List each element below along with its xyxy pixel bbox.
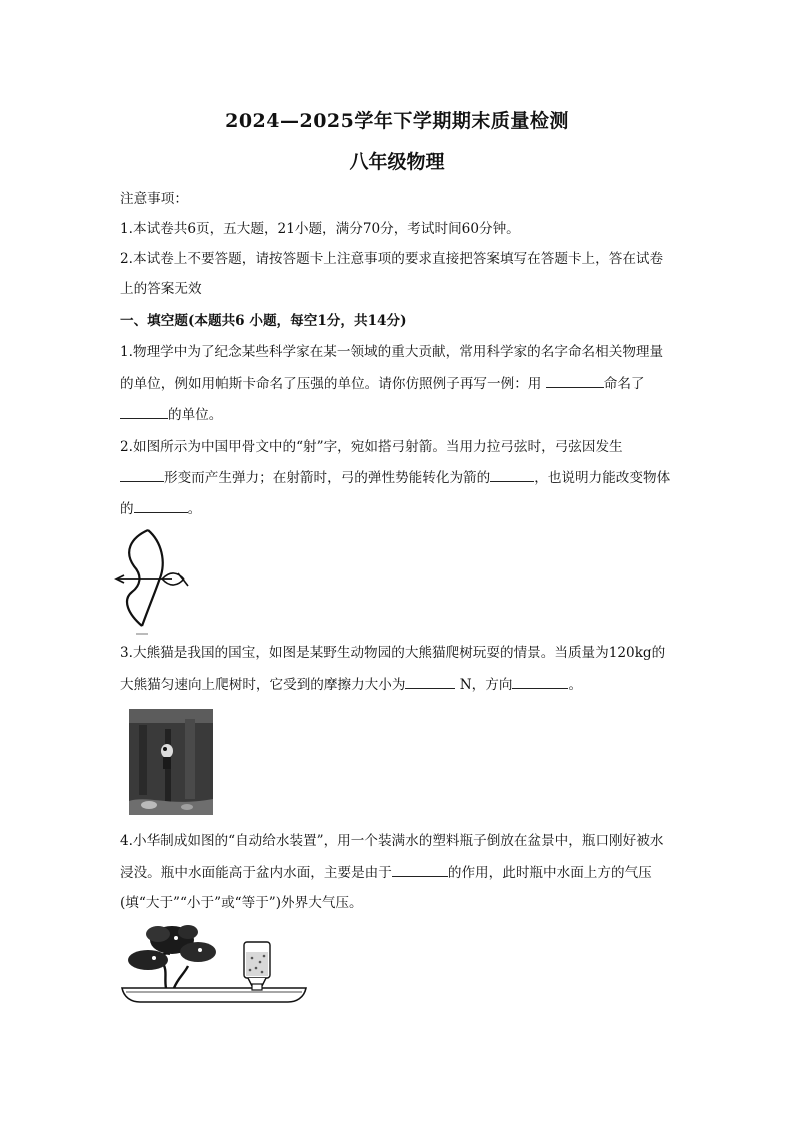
q1-text-3: 的单位。: [168, 407, 223, 423]
q2-text-2b: ，也说明力能改变物体: [534, 470, 671, 486]
panda-climbing-photo: [129, 709, 213, 815]
note-2-line-1: 2.本试卷上不要答题，请按答题卡上注意事项的要求直接把答案填写在答题卡上，答在试卷: [120, 251, 664, 267]
exam-subtitle: 八年级物理: [349, 151, 445, 173]
q2-line-3: [120, 498, 201, 519]
q2-line-2: [120, 467, 670, 488]
q3-text-2c: 。: [568, 677, 583, 693]
q1-blank-1[interactable]: [546, 373, 604, 388]
q3-line-2: [120, 674, 582, 695]
q4-line-2: [120, 862, 652, 883]
note-2-line-2: 上的答案无效: [120, 281, 202, 297]
exam-title: 2024—2025学年下学期期末质量检测: [225, 110, 569, 132]
oracle-bone-bow-arrow-figure: [110, 526, 190, 638]
q3-blank-2[interactable]: [512, 674, 568, 689]
q1-text-2b: 命名了: [603, 376, 645, 392]
q3-text-2b: N，方向: [455, 677, 513, 693]
q2-text-2a: 形变而产生弹力；在射箭时，弓的弹性势能转化为箭的: [164, 470, 491, 486]
q1-blank-2[interactable]: [120, 404, 168, 419]
note-1: 1.本试卷共6页，五大题，21小题，满分70分，考试时间60分钟。: [120, 221, 520, 237]
q1-line-1: 1.物理学中为了纪念某些科学家在某一领域的重大贡献，常用科学家的名字命名相关物理量: [120, 344, 664, 360]
q3-text-2a: 大熊猫匀速向上爬树时，它受到的摩擦力大小为: [120, 677, 406, 693]
q2-blank-1[interactable]: [120, 467, 164, 482]
q2-text-3a: 的: [120, 501, 134, 517]
q2-blank-3[interactable]: [134, 498, 188, 513]
q2-blank-2[interactable]: [490, 467, 534, 482]
q1-text-2a: 的单位，例如用帕斯卡命名了压强的单位。请你仿照例子再写一例：用: [120, 376, 546, 392]
q4-line-1: 4.小华制成如图的“自动给水装置”，用一个装满水的塑料瓶子倒放在盆景中，瓶口刚好被水: [120, 833, 664, 849]
q2-line-1: 2.如图所示为中国甲骨文中的“射”字，宛如搭弓射箭。当用力拉弓弦时，弓弦因发生: [120, 439, 623, 455]
q4-text-2b: 的作用，此时瓶中水面上方的气压: [447, 865, 652, 881]
q1-line-2: [120, 373, 645, 394]
auto-watering-bonsai-figure: [118, 918, 310, 1010]
q3-line-1: 3.大熊猫是我国的国宝，如图是某野生动物园的大熊猫爬树玩耍的情景。当质量为120kg的: [120, 645, 666, 661]
section-1-heading: 一、填空题(本题共6 小题，每空1分，共14分): [120, 313, 407, 329]
q4-text-2a: 浸没。瓶中水面能高于盆内水面，主要是由于: [120, 865, 392, 881]
q2-text-3b: 。: [187, 501, 202, 517]
q4-blank-1[interactable]: [392, 862, 448, 877]
notes-heading: 注意事项：: [120, 191, 188, 207]
q4-line-3: (填“大于”“小于”或“等于”)外界大气压。: [120, 895, 363, 911]
q3-blank-1[interactable]: [405, 674, 455, 689]
q1-line-3: [120, 404, 222, 425]
